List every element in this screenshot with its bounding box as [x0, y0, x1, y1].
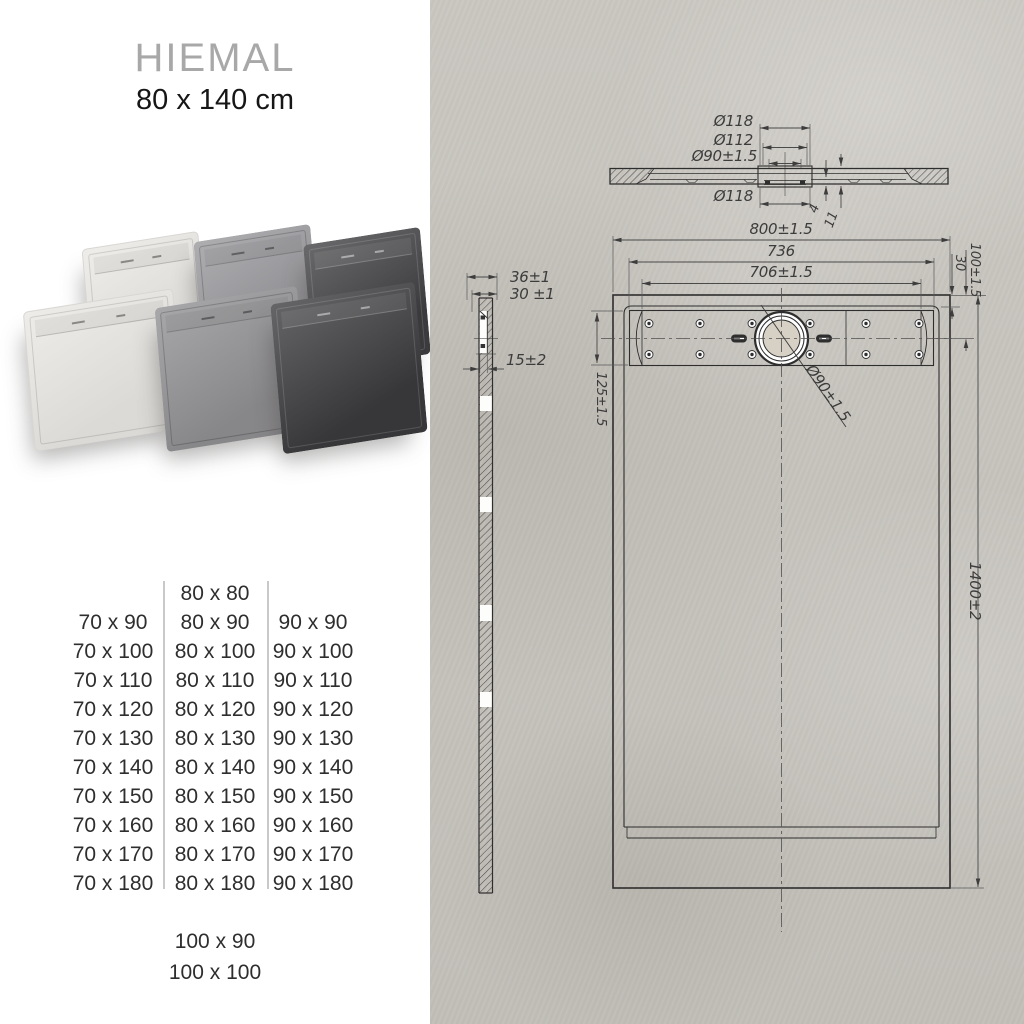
- size-option: 80 x 160: [174, 814, 256, 837]
- size-option: 80 x 130: [174, 727, 256, 750]
- size-option: 70 x 120: [72, 698, 154, 721]
- linear-drain-strip: [314, 237, 412, 269]
- size-option: 90 x 100: [272, 640, 354, 663]
- dim-label-trap-depth: 15±2: [506, 351, 546, 369]
- size-option: 70 x 160: [72, 814, 154, 837]
- size-option: 80 x 100: [174, 640, 256, 663]
- size-option: 90 x 170: [272, 843, 354, 866]
- size-option: 90 x 160: [272, 814, 354, 837]
- size-option: 80 x 90: [180, 611, 250, 634]
- dim-label-overall-length: 1400±2: [966, 561, 984, 621]
- dim-label-overall-width: 800±1.5: [749, 220, 813, 238]
- product-gallery: [0, 0, 430, 480]
- dim-label-drain-hole: Ø90±1.5: [691, 147, 757, 165]
- top-section-view: [610, 112, 948, 230]
- size-option: 90 x 140: [272, 756, 354, 779]
- size-option: 70 x 110: [73, 669, 153, 692]
- technical-drawing-svg: [430, 0, 1024, 1024]
- size-option: 70 x 100: [72, 640, 154, 663]
- size-column-70: [50, 579, 176, 898]
- dim-label-flange-bottom: Ø118: [713, 187, 753, 205]
- size-option: 90 x 130: [272, 727, 354, 750]
- front-view: [591, 220, 986, 932]
- linear-drain-strip: [204, 234, 302, 266]
- size-option: 80 x 150: [174, 785, 256, 808]
- panel-arc-left: [636, 311, 642, 365]
- size-option: 70 x 180: [72, 872, 154, 895]
- side-profile-view: [463, 268, 554, 893]
- page-subtitle: 80 x 140 cm: [136, 84, 294, 116]
- shower-tray-anthracite-front: [270, 282, 427, 455]
- linear-drain-strip: [35, 300, 165, 337]
- linear-drain-strip: [93, 243, 189, 275]
- hatched-rim-right: [904, 169, 948, 185]
- size-option: 90 x 120: [272, 698, 354, 721]
- size-option: 80 x 110: [175, 669, 255, 692]
- dim-label-panel-width: 706±1.5: [749, 263, 813, 281]
- product-info-panel: [0, 0, 430, 1024]
- size-option: 80 x 120: [174, 698, 256, 721]
- dim-label-base-depth: 30 ±1: [510, 285, 555, 303]
- dim-label-drain-diameter: Ø90±1.5: [802, 361, 855, 426]
- dim-label-drain-zone-depth: 125±1.5: [593, 371, 608, 427]
- drain-trap-notch: [474, 311, 498, 354]
- size-column-90: [268, 579, 358, 898]
- dim-label-lip-height: 4: [806, 202, 824, 216]
- size-option: 100 x 90: [174, 930, 256, 953]
- page-title: HIEMAL: [134, 36, 296, 80]
- size-spacer: [268, 579, 358, 608]
- size-option: 90 x 110: [273, 669, 353, 692]
- dim-label-flange-mid: Ø112: [713, 131, 753, 149]
- size-option: 90 x 90: [278, 611, 348, 634]
- size-option: 100 x 100: [168, 961, 262, 984]
- side-section-hatch: [480, 298, 493, 893]
- foot-ribs: [686, 180, 892, 183]
- size-option: 70 x 150: [72, 785, 154, 808]
- size-option: 90 x 150: [272, 785, 354, 808]
- extra-sizes: [0, 926, 430, 988]
- size-option: 70 x 140: [72, 756, 154, 779]
- size-option: 80 x 180: [174, 872, 256, 895]
- size-option: 70 x 170: [72, 843, 154, 866]
- size-option: 80 x 140: [174, 756, 256, 779]
- dim-label-total-height: 11: [821, 209, 842, 230]
- size-option: 90 x 180: [272, 872, 354, 895]
- size-option: 70 x 90: [78, 611, 148, 634]
- size-spacer: [50, 579, 176, 608]
- dim-label-edge-to-drain-axis: 100±1.5: [967, 242, 982, 298]
- drain-recess-section: [758, 152, 812, 196]
- size-option: 70 x 130: [72, 727, 154, 750]
- size-column-80: [165, 579, 265, 898]
- dim-label-edge-to-panel: 30: [952, 255, 967, 271]
- hatched-rim-left: [610, 169, 654, 185]
- dim-label-total-depth: 36±1: [510, 268, 550, 286]
- size-option: 80 x 80: [180, 582, 250, 605]
- dim-label-flange-top: Ø118: [713, 112, 753, 130]
- dim-label-inner-width: 736: [767, 242, 795, 260]
- size-option: 80 x 170: [174, 843, 256, 866]
